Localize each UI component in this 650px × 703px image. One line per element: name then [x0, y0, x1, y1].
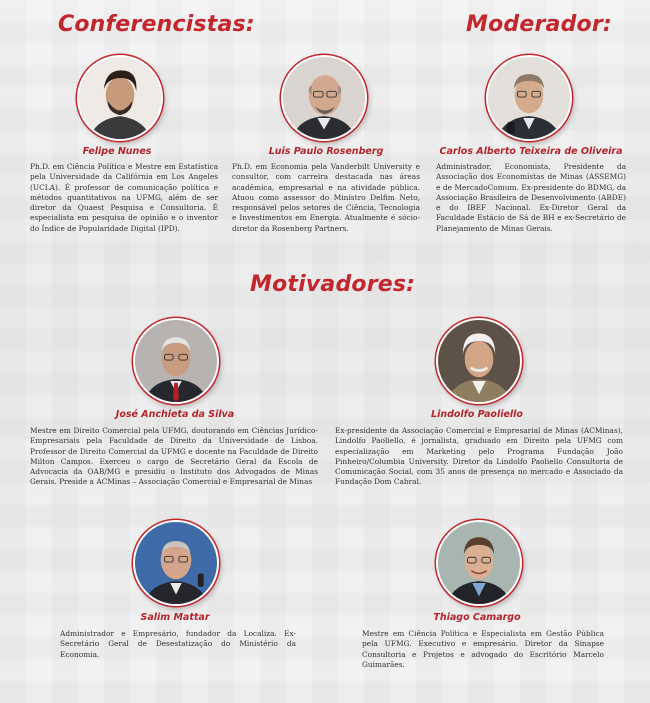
portrait-icon	[79, 57, 161, 139]
avatar-thiago-camargo	[436, 520, 522, 606]
avatar-salim-mattar	[133, 520, 219, 606]
name-felipe-nunes: Felipe Nunes	[82, 146, 152, 157]
avatar-carlos-alberto	[486, 55, 572, 141]
portrait-icon	[135, 320, 217, 402]
avatar-lindolfo-paoliello	[436, 318, 522, 404]
name-jose-anchieta: José Anchieta da Silva	[115, 409, 235, 420]
name-carlos-alberto: Carlos Alberto Teixeira de Oliveira	[439, 146, 623, 157]
portrait-icon	[438, 320, 520, 402]
portrait-icon	[283, 57, 365, 139]
bio-salim-mattar: Administrador e Empresário, fundador da Localiza. Ex-Secretário Geral de Desestatização do Ministério da Economia.	[60, 629, 296, 659]
avatar-jose-anchieta	[133, 318, 219, 404]
portrait-icon	[488, 57, 570, 139]
avatar-luis-paulo-rosenberg	[281, 55, 367, 141]
bio-felipe-nunes: Ph.D. em Ciência Política e Mestre em Estatística pela Universidade da Califórnia em Los Angeles (UCLA). É professor de comunicação política e métodos quantitativos na UFMG, além de ser diretor da Quaest Pesquisa e Consultoria. É especialista em pesquisa de opinião e o inventor do Índice de Popularidade Digital (IPD).	[30, 162, 218, 233]
name-thiago-camargo: Thiago Camargo	[433, 612, 521, 623]
speakers-heading: Conferencistas:	[58, 12, 255, 37]
portrait-icon	[438, 522, 520, 604]
name-luis-paulo-rosenberg: Luis Paulo Rosenberg	[268, 146, 384, 157]
name-salim-mattar: Salim Mattar	[140, 612, 210, 623]
bio-carlos-alberto: Administrador, Economista, Presidente da Associação dos Economistas de Minas (ASSEMG) e de MercadoComum. Ex-presidente do BDMG, da Associação Brasileira de Desenvolvimento (ABDE) e do IBEF Nacional. Ex-Diretor Geral da Faculdade Estácio de Sá de BH e ex-Secretário de Planejamento de Minas Gerais.	[436, 162, 626, 233]
bio-luis-paulo-rosenberg: Ph.D. em Economia pela Vanderbilt University e consultor, com carreira destacada nas áreas acadêmica, empresarial e na atividade pública. Atuou como assessor do Ministro Delfim Neto, responsável pelos setores de Ciência, Tecnologia e Investimentos em Energia. Atualmente é sócio-diretor da Rosenberg Partners.	[232, 162, 420, 233]
avatar-felipe-nunes	[77, 55, 163, 141]
bio-thiago-camargo: Mestre em Ciência Política e Especialista em Gestão Pública pela UFMG. Executivo e empresário. Diretor da Sinapse Consultoria e Projetos e advogado do Escritório Marcelo Guimarães.	[362, 629, 604, 669]
motivators-heading: Motivadores:	[250, 272, 416, 297]
portrait-icon	[135, 522, 217, 604]
bio-lindolfo-paoliello: Ex-presidente da Associação Comercial e Empresarial de Minas (ACMinas), Lindolfo Paoliello, é jornalista, graduado em Direito pela UFMG com especialização em Marketing pelo Programa Fundação João Pinheiro/Columbia University. Diretor da Lindolfo Paoliello Consultoria de Comunicação Social, com 35 anos de presença no mercado e Associado da Fundação Dom Cabral.	[335, 426, 623, 487]
bio-jose-anchieta: Mestre em Direito Comercial pela UFMG, doutorando em Ciências Jurídico-Empresariais pela Faculdade de Direito da Universidade de Lisboa. Professor de Direito Comercial da UFMG e docente na Faculdade de Direito Milton Campos. Exerceu o cargo de Secretário Geral da Escola de Advocacia da OAB/MG e presidiu o Instituto dos Advogados de Minas Gerais. Preside a ACMinas – Associação Comercial e Empresarial de Minas	[30, 426, 318, 487]
name-lindolfo-paoliello: Lindolfo Paoliello	[431, 409, 523, 420]
moderator-heading: Moderador:	[466, 12, 612, 37]
